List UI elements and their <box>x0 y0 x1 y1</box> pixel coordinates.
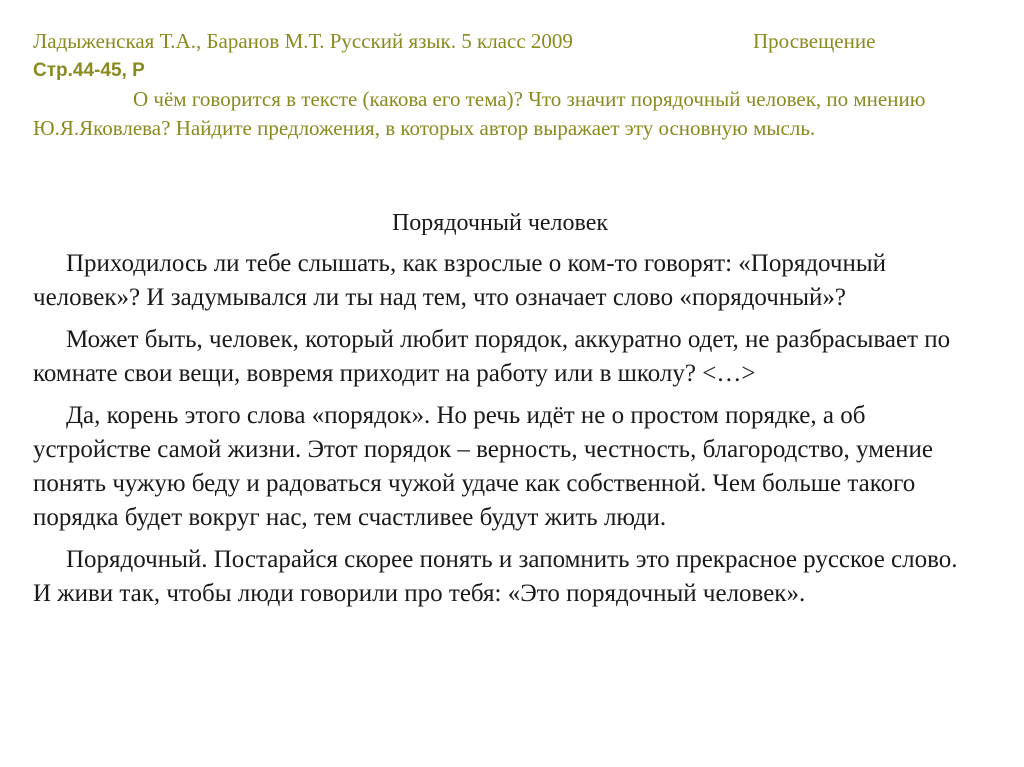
task-question-text: О чём говорится в тексте (какова его тема)? Что значит порядочный человек, по мнению Ю.Я.Яковлева? Найдите предложения, в которых автор выражает эту основную мысль. <box>33 87 926 140</box>
page-reference: Стр.44-45, Р <box>33 60 145 81</box>
paragraph: Порядочный. Постарайся скорее понять и запомнить это прекрасное русское слово. И живи так, чтобы люди говорили про тебя: «Это порядочный человек». <box>33 546 958 607</box>
paragraph: Может быть, человек, который любит порядок, аккуратно одет, не разбрасывает по комнате свои вещи, вовремя приходит на работу или в школу? <…> <box>33 326 951 387</box>
text-body <box>33 247 968 619</box>
paragraph: Приходилось ли тебе слышать, как взрослые о ком-то говорят: «Порядочный человек»? И задумывался ли ты над тем, что означает слово «порядочный»? <box>33 250 887 311</box>
citation-line <box>33 27 993 56</box>
task-header <box>33 27 993 143</box>
paragraph: Да, корень этого слова «порядок». Но речь идёт не о простом порядке, а об устройстве самой жизни. Этот порядок – верность, честность, благородство, умение понять чужую беду и радоваться чужой удаче как собственной. Чем больше такого порядка будет вокруг нас, тем счастливее будут жить люди. <box>33 402 933 531</box>
task-question <box>33 85 993 143</box>
publisher-name: Просвещение <box>753 29 876 53</box>
text-title: Порядочный человек <box>391 210 609 236</box>
textbook-citation: Ладыженская Т.А., Баранов М.Т. Русский язык. 5 класс 2009 <box>33 29 573 53</box>
